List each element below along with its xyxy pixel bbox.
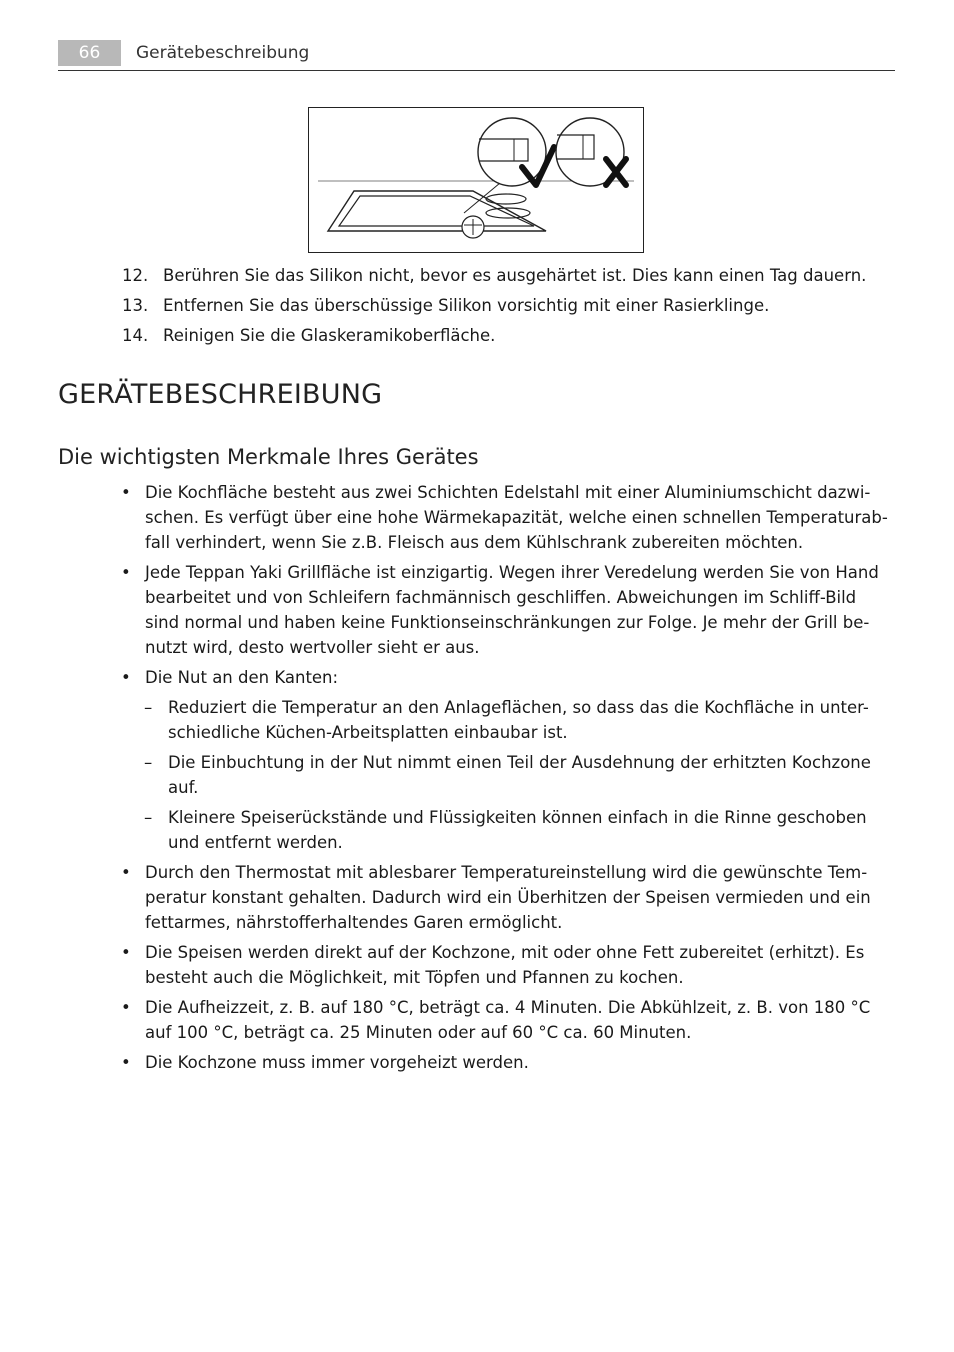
step-item: 14. Reinigen Sie die Glaskeramikoberfläche.	[122, 326, 496, 345]
feature-item: • Die Kochzone muss immer vorgeheizt werden.	[121, 1053, 529, 1072]
installation-steps	[122, 263, 902, 353]
sub-feature-item: – Reduziert die Temperatur an den Anlageflächen, so dass das die Kochfläche in unter- schiedliche Küchen-Arbeitsplatten einbaubar ist.	[144, 698, 869, 742]
subsection-title: Die wichtigsten Merkmale Ihres Gerätes	[58, 445, 479, 469]
sub-feature-item: – Kleinere Speiserückstände und Flüssigkeiten können einfach in die Rinne geschoben und entfernt werden.	[144, 808, 867, 852]
section-title: GERÄTEBESCHREIBUNG	[58, 379, 383, 410]
page-header	[58, 40, 895, 71]
header-title: Gerätebeschreibung	[136, 43, 310, 63]
step-item: 13. Entfernen Sie das überschüssige Silikon vorsichtig mit einer Rasierklinge.	[122, 296, 770, 315]
sub-feature-item: – Die Einbuchtung in der Nut nimmt einen Teil der Ausdehnung der erhitzten Kochzone auf.	[144, 753, 871, 797]
feature-item: • Die Kochfläche besteht aus zwei Schichten Edelstahl mit einer Aluminiumschicht dazwi- schen. Es verfügt über eine hohe Wärmekapazität, welche einen schnellen Temperaturab- fall verhindert, wenn Sie z.B. Fleisch aus dem Kühlschrank zubereiten möchten.	[121, 483, 888, 552]
feature-list	[118, 480, 900, 1080]
feature-item: • Die Speisen werden direkt auf der Kochzone, mit oder ohne Fett zubereitet (erhitzt). Es besteht auch die Möglichkeit, mit Töpfen und Pfannen zu kochen.	[121, 943, 865, 987]
step-item: 12. Berühren Sie das Silikon nicht, bevor es ausgehärtet ist. Dies kann einen Tag dauern.	[122, 266, 867, 285]
feature-item: • Die Nut an den Kanten:	[121, 668, 339, 687]
feature-item: • Jede Teppan Yaki Grillfläche ist einzigartig. Wegen ihrer Veredelung werden Sie von Hand bearbeitet und von Schleifern fachmännisch geschliffen. Abweichungen im Schliff-Bild sind normal und haben keine Funktionseinschränkungen zur Folge. Je mehr der Grill be- nutzt wird, desto wertvoller sieht er aus.	[121, 563, 879, 657]
page-number: 66	[58, 40, 121, 66]
feature-item: • Durch den Thermostat mit ablesbarer Temperatureinstellung wird die gewünschte Tem- peratur konstant gehalten. Dadurch wird ein Überhitzen der Speisen vermieden und ein fettarmes, nährstofferhaltendes Garen ermöglicht.	[121, 863, 871, 932]
installation-figure	[308, 107, 644, 253]
feature-item: • Die Aufheizzeit, z. B. auf 180 °C, beträgt ca. 4 Minuten. Die Abkühlzeit, z. B. von 180 °C auf 100 °C, beträgt ca. 25 Minuten oder auf 60 °C ca. 60 Minuten.	[121, 998, 871, 1042]
